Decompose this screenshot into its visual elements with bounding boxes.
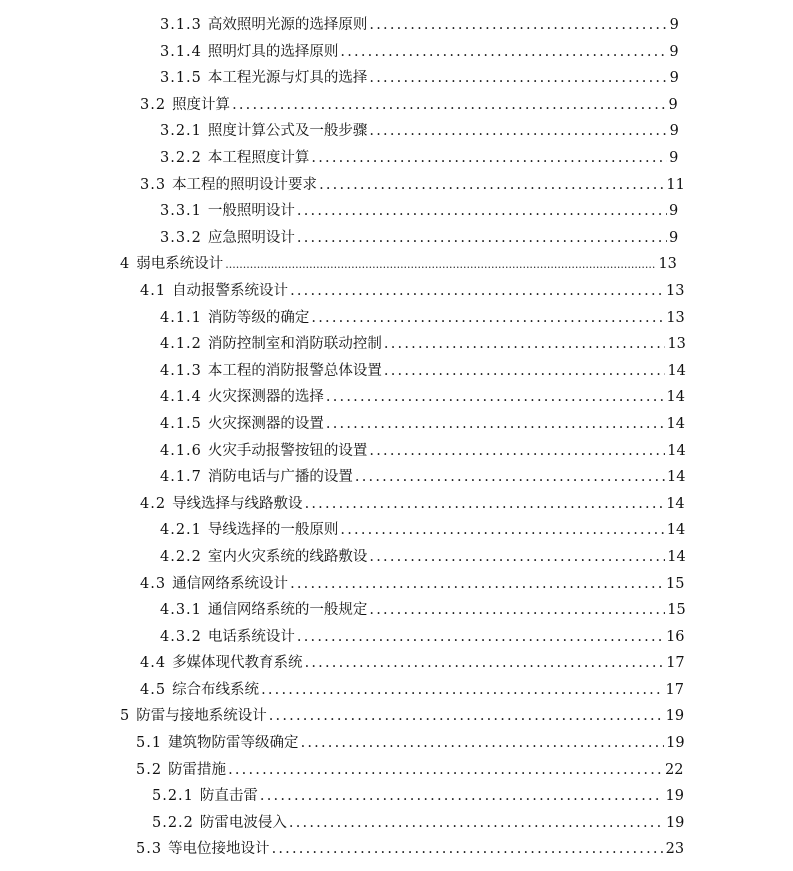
toc-entry[interactable] [0,411,793,438]
toc-entry[interactable] [0,810,793,837]
section-title: 弱电系统设计 [136,256,224,273]
section-number: 3.1.3 [160,17,202,34]
page-number: 23 [665,841,685,858]
page-number: 14 [667,548,686,565]
toc-entry-line [160,362,686,379]
section-title: 防直击雷 [199,788,258,805]
section-number: 4.2.2 [160,548,202,565]
toc-entry[interactable] [0,39,793,66]
section-number: 3.3.2 [160,229,202,246]
section-number: 4.3.2 [160,628,202,645]
toc-entry[interactable] [0,491,793,518]
toc-entry-line [160,123,679,140]
toc-entry[interactable] [0,464,793,491]
section-title: 照度计算公式及一般步骤 [207,123,368,140]
section-number: 4.1.3 [160,362,202,379]
page-number: 9 [669,123,679,140]
section-title: 高效照明光源的选择原则 [207,17,368,34]
section-number: 4.1.7 [160,469,202,486]
section-title: 消防控制室和消防联动控制 [207,336,382,353]
section-title: 防雷与接地系统设计 [136,708,267,725]
dot-leader [228,763,663,778]
dot-leader [289,816,664,831]
section-title: 本工程的消防报警总体设置 [207,362,382,379]
dot-leader [384,364,666,379]
toc-entry-line [160,309,685,326]
section-title: 火灾手动报警按钮的设置 [207,442,368,459]
page-number: 11 [666,176,685,193]
section-title: 火灾探测器的设置 [207,415,324,432]
toc-entry-line [160,469,686,486]
section-title: 防雷措施 [168,761,227,778]
toc-entry[interactable] [0,677,793,704]
toc-entry[interactable] [0,172,793,199]
toc-entry[interactable] [0,730,793,757]
toc-entry[interactable] [0,331,793,358]
page-number: 16 [666,628,685,645]
dot-leader [326,390,665,405]
section-title: 照明灯具的选择原则 [207,43,339,60]
table-of-contents [0,12,793,863]
page-number: 14 [667,442,686,459]
toc-entry-line [160,17,679,34]
dot-leader [272,842,664,857]
page-number: 14 [666,415,685,432]
section-number: 5.1 [136,735,163,752]
toc-entry[interactable] [0,358,793,385]
section-title: 防雷电波侵入 [199,814,287,831]
section-title: 多媒体现代教育系统 [172,655,303,672]
section-title: 建筑物防雷等级确定 [168,735,299,752]
dot-leader [297,204,667,219]
dot-leader [369,71,667,86]
page-number: 15 [667,602,686,619]
toc-entry-line [140,495,685,512]
section-title: 本工程的照明设计要求 [172,176,318,193]
page-number: 9 [669,43,679,60]
page-number: 14 [667,362,686,379]
page-number: 22 [664,761,684,778]
page-number: 13 [665,282,685,299]
toc-entry[interactable] [0,517,793,544]
page-number: 9 [669,17,679,34]
section-number: 4.3.1 [160,602,202,619]
toc-entry-line [160,522,686,539]
page-number: 19 [665,708,685,725]
toc-entry-line [160,150,679,167]
toc-entry-line [120,256,677,273]
toc-entry-line [136,761,684,778]
dot-leader [290,577,664,592]
toc-entry[interactable] [0,783,793,810]
toc-entry-line [140,655,685,672]
page-number: 14 [666,389,685,406]
toc-entry[interactable] [0,305,793,332]
toc-entry-line [140,282,685,299]
section-number: 4.1.1 [160,309,202,326]
dot-leader [384,337,666,352]
section-title: 导线选择与线路敷设 [172,495,303,512]
dot-leader [355,470,665,485]
page-number: 14 [666,495,685,512]
toc-entry-line [160,442,686,459]
dot-leader [232,98,666,113]
page-number: 13 [658,256,677,273]
section-title: 室内火灾系统的线路敷设 [207,548,368,565]
section-title: 自动报警系统设计 [172,282,289,299]
toc-entry[interactable] [0,836,793,863]
toc-entry-line [160,628,685,645]
toc-entry-line [136,841,685,858]
toc-entry[interactable] [0,251,793,278]
toc-entry[interactable] [0,650,793,677]
toc-entry[interactable] [0,12,793,39]
page-number: 9 [668,96,678,113]
toc-entry-line [160,336,686,353]
toc-entry[interactable] [0,92,793,119]
page-number: 17 [665,681,684,698]
toc-entry[interactable] [0,624,793,651]
toc-entry[interactable] [0,65,793,92]
page-number: 17 [666,655,685,672]
section-title: 等电位接地设计 [168,841,270,858]
section-number: 5 [120,708,131,725]
page-number: 9 [669,229,679,246]
dot-leader [369,550,665,565]
section-number: 3.1.5 [160,70,202,87]
dot-leader [290,284,664,299]
toc-entry-line [140,575,685,592]
section-number: 3.1.4 [160,43,202,60]
section-number: 5.2.1 [152,788,194,805]
dot-leader [340,523,664,538]
dot-leader [305,656,665,671]
section-number: 4.1.6 [160,442,202,459]
dot-leader [326,417,665,432]
section-title: 通信网络系统设计 [172,575,289,592]
dot-leader [369,124,667,139]
toc-entry[interactable] [0,384,793,411]
page-number: 15 [665,575,685,592]
page-number: 19 [666,735,685,752]
section-number: 4.1.2 [160,336,202,353]
section-number: 4.5 [140,681,167,698]
toc-entry-line [140,176,685,193]
toc-entry-line [160,548,686,565]
page-number: 14 [666,522,686,539]
toc-entry-line [160,602,686,619]
toc-entry-line [160,70,679,87]
section-number: 5.2 [136,761,163,778]
section-number: 3.2 [140,96,167,113]
dot-leader [301,736,665,751]
toc-entry-line [160,43,679,60]
toc-entry-line [160,203,679,220]
section-title: 通信网络系统的一般规定 [207,602,368,619]
section-title: 本工程光源与灯具的选择 [207,70,368,87]
toc-entry[interactable] [0,703,793,730]
toc-entry-line [160,229,679,246]
dot-leader [225,259,656,270]
section-title: 本工程照度计算 [207,150,310,167]
section-title: 综合布线系统 [172,681,260,698]
toc-entry-line [120,708,685,725]
section-number: 5.3 [136,841,163,858]
toc-entry[interactable] [0,597,793,624]
section-number: 4.1.5 [160,415,202,432]
dot-leader [369,18,667,33]
dot-leader [369,603,665,618]
dot-leader [340,45,667,60]
toc-entry[interactable] [0,757,793,784]
toc-entry[interactable] [0,145,793,172]
toc-entry-line [152,814,685,831]
page-number: 9 [669,150,679,167]
page-number: 9 [669,203,679,220]
section-number: 4.2 [140,495,167,512]
dot-leader [260,789,664,804]
toc-entry[interactable] [0,225,793,252]
dot-leader [311,311,664,326]
toc-entry-line [140,96,678,113]
section-number: 3.2.1 [160,123,202,140]
section-title: 照度计算 [172,96,231,113]
section-title: 火灾探测器的选择 [207,389,324,406]
section-number: 4 [120,256,131,273]
toc-entry[interactable] [0,570,793,597]
dot-leader [269,709,664,724]
section-number: 3.2.2 [160,150,202,167]
toc-entry[interactable] [0,544,793,571]
section-title: 一般照明设计 [207,203,295,220]
dot-leader [311,151,667,166]
dot-leader [319,178,664,193]
page-number: 19 [665,788,684,805]
page-number: 9 [669,70,679,87]
section-title: 消防等级的确定 [207,309,310,326]
section-number: 3.3 [140,176,167,193]
section-title: 消防电话与广播的设置 [207,469,353,486]
page-number: 14 [667,469,686,486]
page-number: 13 [666,309,685,326]
toc-entry-line [160,389,685,406]
section-number: 5.2.2 [152,814,194,831]
toc-entry-line [160,415,685,432]
dot-leader [261,683,663,698]
toc-entry-line [152,788,684,805]
section-title: 电话系统设计 [207,628,295,645]
section-number: 4.3 [140,575,167,592]
dot-leader [305,497,665,512]
section-number: 4.1.4 [160,389,202,406]
dot-leader [369,444,665,459]
section-title: 应急照明设计 [207,229,295,246]
page-number: 13 [667,336,686,353]
section-number: 3.3.1 [160,203,202,220]
page-number: 19 [665,814,685,831]
section-number: 4.2.1 [160,522,202,539]
section-title: 导线选择的一般原则 [207,522,339,539]
toc-entry-line [136,735,685,752]
toc-entry[interactable] [0,438,793,465]
toc-entry[interactable] [0,278,793,305]
toc-entry-line [140,681,684,698]
section-number: 4.1 [140,282,167,299]
dot-leader [297,630,664,645]
toc-entry[interactable] [0,118,793,145]
section-number: 4.4 [140,655,167,672]
dot-leader [297,231,667,246]
toc-entry[interactable] [0,198,793,225]
